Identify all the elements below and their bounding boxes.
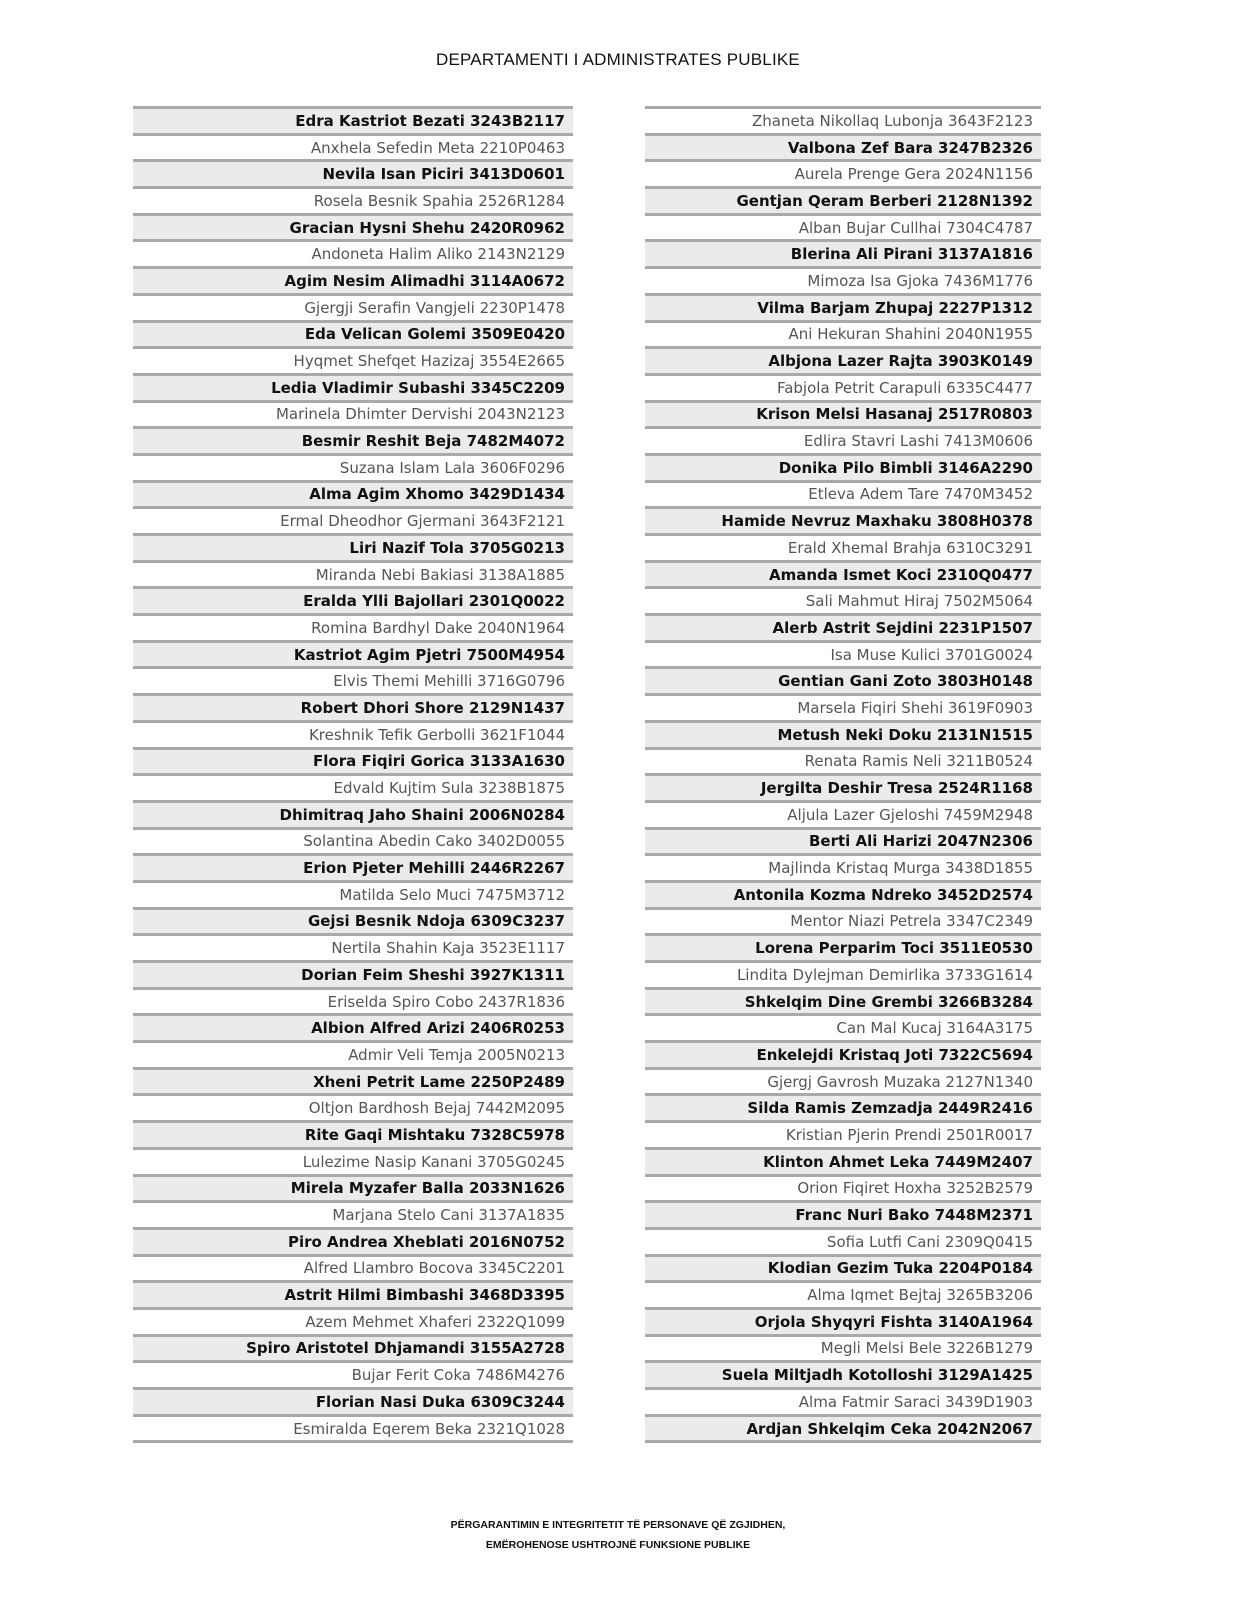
list-item: Miranda Nebi Bakiasi 3138A1885	[133, 560, 573, 587]
list-item: Franc Nuri Bako 7448M2371	[645, 1200, 1041, 1227]
list-item: Kastriot Agim Pjetri 7500M4954	[133, 640, 573, 667]
list-item: Edlira Stavri Lashi 7413M0606	[645, 426, 1041, 453]
list-item: Florian Nasi Duka 6309C3244	[133, 1387, 573, 1414]
list-item: Ani Hekuran Shahini 2040N1955	[645, 320, 1041, 347]
list-item: Aljula Lazer Gjeloshi 7459M2948	[645, 800, 1041, 827]
list-item: Marsela Fiqiri Shehi 3619F0903	[645, 693, 1041, 720]
list-item: Alma Fatmir Saraci 3439D1903	[645, 1387, 1041, 1414]
list-item: Nertila Shahin Kaja 3523E1117	[133, 933, 573, 960]
list-item: Erion Pjeter Mehilli 2446R2267	[133, 853, 573, 880]
list-item: Suzana Islam Lala 3606F0296	[133, 453, 573, 480]
list-item: Besmir Reshit Beja 7482M4072	[133, 426, 573, 453]
list-divider	[645, 1440, 1041, 1443]
list-item: Antonila Kozma Ndreko 3452D2574	[645, 880, 1041, 907]
list-item: Lulezime Nasip Kanani 3705G0245	[133, 1147, 573, 1174]
list-item: Valbona Zef Bara 3247B2326	[645, 133, 1041, 160]
list-item: Alfred Llambro Bocova 3345C2201	[133, 1254, 573, 1281]
list-item: Eriselda Spiro Cobo 2437R1836	[133, 987, 573, 1014]
list-item: Solantina Abedin Cako 3402D0055	[133, 827, 573, 854]
list-item: Vilma Barjam Zhupaj 2227P1312	[645, 293, 1041, 320]
list-item: Enkelejdi Kristaq Joti 7322C5694	[645, 1040, 1041, 1067]
footer-line-1: PËRGARANTIMIN E INTEGRITETIT TË PERSONAVE QË ZGJIDHEN,	[450, 1519, 786, 1531]
page-footer	[0, 1515, 1236, 1555]
list-item: Dhimitraq Jaho Shaini 2006N0284	[133, 800, 573, 827]
list-item: Majlinda Kristaq Murga 3438D1855	[645, 853, 1041, 880]
list-item: Suela Miltjadh Kotolloshi 3129A1425	[645, 1360, 1041, 1387]
list-item: Megli Melsi Bele 3226B1279	[645, 1334, 1041, 1361]
list-item: Orjola Shyqyri Fishta 3140A1964	[645, 1307, 1041, 1334]
list-item: Anxhela Sefedin Meta 2210P0463	[133, 133, 573, 160]
list-item: Oltjon Bardhosh Bejaj 7442M2095	[133, 1093, 573, 1120]
list-item: Krison Melsi Hasanaj 2517R0803	[645, 400, 1041, 427]
list-item: Andoneta Halim Aliko 2143N2129	[133, 239, 573, 266]
list-item: Alerb Astrit Sejdini 2231P1507	[645, 613, 1041, 640]
list-item: Marinela Dhimter Dervishi 2043N2123	[133, 400, 573, 427]
list-item: Renata Ramis Neli 3211B0524	[645, 747, 1041, 774]
list-item: Isa Muse Kulici 3701G0024	[645, 640, 1041, 667]
list-item: Silda Ramis Zemzadja 2449R2416	[645, 1093, 1041, 1120]
list-item: Rosela Besnik Spahia 2526R1284	[133, 186, 573, 213]
list-item: Sofia Lutfi Cani 2309Q0415	[645, 1227, 1041, 1254]
page-title: DEPARTAMENTI I ADMINISTRATES PUBLIKE	[436, 50, 800, 69]
list-item: Shkelqim Dine Grembi 3266B3284	[645, 987, 1041, 1014]
list-item: Kreshnik Tefik Gerbolli 3621F1044	[133, 720, 573, 747]
list-item: Gejsi Besnik Ndoja 6309C3237	[133, 907, 573, 934]
list-item: Esmiralda Eqerem Beka 2321Q1028	[133, 1414, 573, 1441]
list-item: Robert Dhori Shore 2129N1437	[133, 693, 573, 720]
list-item: Alma Iqmet Bejtaj 3265B3206	[645, 1280, 1041, 1307]
list-item: Lorena Perparim Toci 3511E0530	[645, 933, 1041, 960]
list-item: Alban Bujar Cullhai 7304C4787	[645, 213, 1041, 240]
list-item: Klodian Gezim Tuka 2204P0184	[645, 1254, 1041, 1281]
list-item: Gjergj Gavrosh Muzaka 2127N1340	[645, 1067, 1041, 1094]
list-item: Lindita Dylejman Demirlika 3733G1614	[645, 960, 1041, 987]
list-item: Blerina Ali Pirani 3137A1816	[645, 239, 1041, 266]
list-item: Gjergji Serafin Vangjeli 2230P1478	[133, 293, 573, 320]
list-item: Gracian Hysni Shehu 2420R0962	[133, 213, 573, 240]
list-item: Edvald Kujtim Sula 3238B1875	[133, 773, 573, 800]
list-item: Gentjan Qeram Berberi 2128N1392	[645, 186, 1041, 213]
list-item: Eralda Ylli Bajollari 2301Q0022	[133, 586, 573, 613]
right-name-list	[645, 106, 1041, 1443]
list-item: Orion Fiqiret Hoxha 3252B2579	[645, 1174, 1041, 1201]
list-item: Erald Xhemal Brahja 6310C3291	[645, 533, 1041, 560]
list-item: Matilda Selo Muci 7475M3712	[133, 880, 573, 907]
list-item: Astrit Hilmi Bimbashi 3468D3395	[133, 1280, 573, 1307]
list-item: Marjana Stelo Cani 3137A1835	[133, 1200, 573, 1227]
list-item: Ardjan Shkelqim Ceka 2042N2067	[645, 1414, 1041, 1441]
list-item: Etleva Adem Tare 7470M3452	[645, 480, 1041, 507]
list-item: Gentian Gani Zoto 3803H0148	[645, 666, 1041, 693]
list-item: Berti Ali Harizi 2047N2306	[645, 827, 1041, 854]
list-item: Flora Fiqiri Gorica 3133A1630	[133, 747, 573, 774]
list-item: Elvis Themi Mehilli 3716G0796	[133, 666, 573, 693]
list-item: Klinton Ahmet Leka 7449M2407	[645, 1147, 1041, 1174]
list-item: Romina Bardhyl Dake 2040N1964	[133, 613, 573, 640]
list-item: Mimoza Isa Gjoka 7436M1776	[645, 266, 1041, 293]
footer-line-2: EMËROHENOSE USHTROJNË FUNKSIONE PUBLIKE	[485, 1539, 751, 1551]
list-item: Eda Velican Golemi 3509E0420	[133, 320, 573, 347]
list-item: Donika Pilo Bimbli 3146A2290	[645, 453, 1041, 480]
list-item: Fabjola Petrit Carapuli 6335C4477	[645, 373, 1041, 400]
list-item: Dorian Feim Sheshi 3927K1311	[133, 960, 573, 987]
list-item: Spiro Aristotel Dhjamandi 3155A2728	[133, 1334, 573, 1361]
list-item: Agim Nesim Alimadhi 3114A0672	[133, 266, 573, 293]
list-item: Can Mal Kucaj 3164A3175	[645, 1013, 1041, 1040]
list-item: Albion Alfred Arizi 2406R0253	[133, 1013, 573, 1040]
left-name-list	[133, 106, 573, 1443]
list-item: Alma Agim Xhomo 3429D1434	[133, 480, 573, 507]
list-item: Nevila Isan Piciri 3413D0601	[133, 159, 573, 186]
list-item: Azem Mehmet Xhaferi 2322Q1099	[133, 1307, 573, 1334]
list-item: Ermal Dheodhor Gjermani 3643F2121	[133, 506, 573, 533]
list-item: Rite Gaqi Mishtaku 7328C5978	[133, 1120, 573, 1147]
list-item: Piro Andrea Xheblati 2016N0752	[133, 1227, 573, 1254]
list-item: Mirela Myzafer Balla 2033N1626	[133, 1174, 573, 1201]
list-item: Jergilta Deshir Tresa 2524R1168	[645, 773, 1041, 800]
list-item: Admir Veli Temja 2005N0213	[133, 1040, 573, 1067]
list-item: Zhaneta Nikollaq Lubonja 3643F2123	[645, 106, 1041, 133]
list-item: Metush Neki Doku 2131N1515	[645, 720, 1041, 747]
list-item: Xheni Petrit Lame 2250P2489	[133, 1067, 573, 1094]
list-item: Liri Nazif Tola 3705G0213	[133, 533, 573, 560]
list-item: Hamide Nevruz Maxhaku 3808H0378	[645, 506, 1041, 533]
list-item: Ledia Vladimir Subashi 3345C2209	[133, 373, 573, 400]
list-item: Kristian Pjerin Prendi 2501R0017	[645, 1120, 1041, 1147]
list-item: Sali Mahmut Hiraj 7502M5064	[645, 586, 1041, 613]
list-item: Amanda Ismet Koci 2310Q0477	[645, 560, 1041, 587]
list-item: Edra Kastriot Bezati 3243B2117	[133, 106, 573, 133]
list-item: Mentor Niazi Petrela 3347C2349	[645, 907, 1041, 934]
list-item: Bujar Ferit Coka 7486M4276	[133, 1360, 573, 1387]
list-item: Albjona Lazer Rajta 3903K0149	[645, 346, 1041, 373]
list-item: Aurela Prenge Gera 2024N1156	[645, 159, 1041, 186]
list-item: Hyqmet Shefqet Hazizaj 3554E2665	[133, 346, 573, 373]
list-divider	[133, 1440, 573, 1443]
